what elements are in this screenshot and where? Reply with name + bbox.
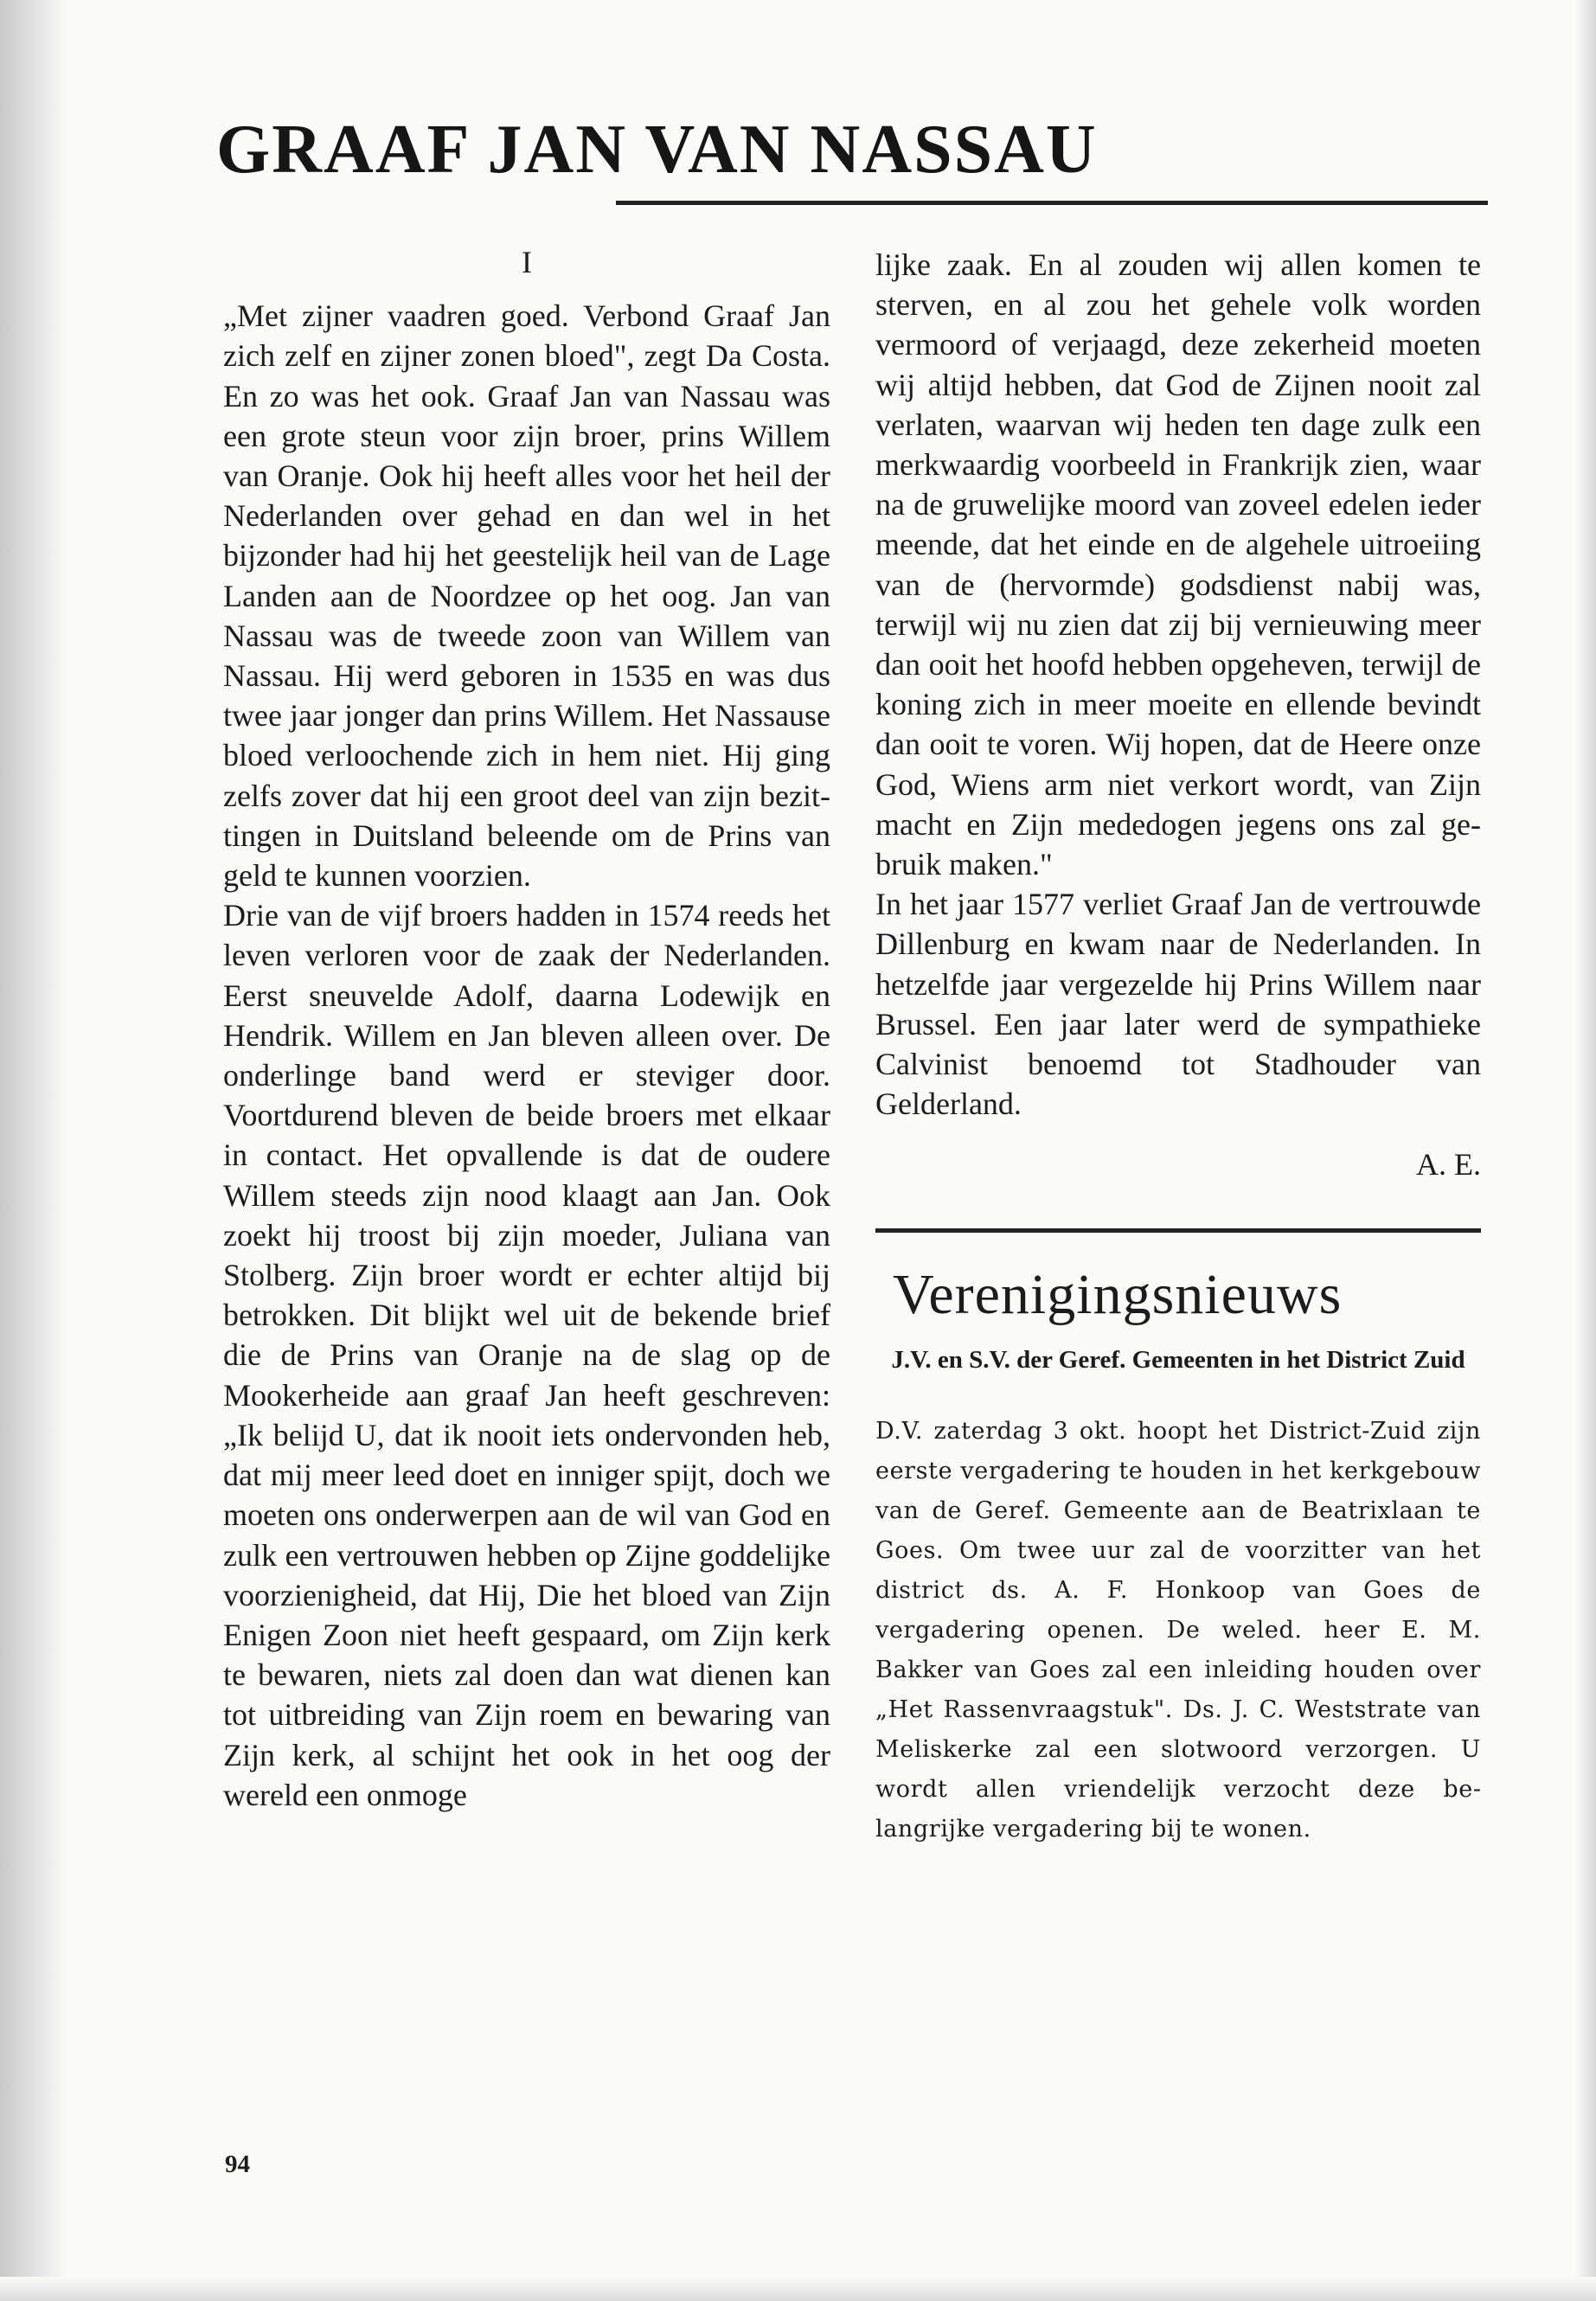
page-edge-shadow-left (0, 0, 67, 2301)
news-subheading: J.V. en S.V. der Geref. Gemeenten in het District Zuid (891, 1345, 1465, 1374)
article-signature: A. E. (1416, 1147, 1481, 1183)
right-column (875, 245, 1481, 1849)
section-number: I (522, 245, 532, 279)
page-number: 94 (225, 2150, 250, 2178)
article-paragraph-2-start (223, 895, 830, 1815)
article-paragraph-1: „Met zijner vaadren goed. Verbond Graaf Jan zich zelf en zijner zonen bloed", zegt Da Costa. En zo was het ook. Graaf Jan van Nassau was een grote steun voor zijn broer, prins Willem van Oranje. Ook hij heeft alles voor het heil der Nederlanden over gehad en dan wel in het bijzonder had hij het geestelijk heil van de Lage Landen aan de Noordzee op het oog. Jan van Nassau was de tweede zoon van Willem van Nassau. Hij werd geboren in 1535 en was dus twee jaar jonger dan prins Willem. Het Nassause bloed verloochende zich in hem niet. Hij ging zelfs zover dat hij een groot deel van zijn bezittingen in Duitsland beleende om de Prins van geld te kunnen voorzien. (223, 298, 830, 894)
section-rule (875, 1228, 1481, 1233)
article-title: GRAAF JAN VAN NASSAU (216, 112, 1098, 188)
article-paragraph-2-continued (875, 245, 1481, 884)
page-edge-shadow-right (1575, 0, 1596, 2301)
news-body: D.V. zaterdag 3 okt. hoopt het District-Zuid zijn eerste vergadering te houden in het kerkgebouw van de Geref. Gemeente aan de Beatrixlaan te Goes. Om twee uur zal de voorzitter van het district ds. A. F. Honkoop van Goes de vergadering openen. De weled. heer E. M. Bakker van Goes zal een inleiding houden over „Het Rassenvraagstuk". Ds. J. C. Weststrate van Meliskerke zal een slotwoord verzorgen. U wordt allen vriendelijk verzocht deze belangrijke vergadering bij te wonen. (875, 1417, 1481, 1843)
left-column (223, 242, 830, 1815)
news-heading: Verenigingsnieuws (893, 1262, 1343, 1326)
page-edge-shadow-bottom (0, 2277, 1596, 2301)
article-paragraph-3: In het jaar 1577 verliet Graaf Jan de vertrouwde Dillenburg en kwam naar de Nederlanden. In hetzelfde jaar vergezelde hij Prins Willem naar Brussel. Een jaar later werd de sympathieke Calvinist benoemd tot Stadhouder van Gelderland. (875, 887, 1481, 1122)
article-paragraph-2-part-1: Drie van de vijf broers hadden in 1574 reeds het leven verloren voor de zaak der Nederlanden. Eerst sneuvelde Adolf, daarna Lodewijk en Hendrik. Willem en Jan bleven alleen over. De onderlinge band werd er steviger door. Voortdurend bleven de beide broers met elkaar in contact. Het opvallende is dat de oudere Willem steeds zijn nood klaagt aan Jan. Ook zoekt hij troost bij zijn moeder, Juliana van Stolberg. Zijn broer wordt er echter altijd bij betrokken. Dit blijkt wel uit de bekende brief die de Prins van Oranje na de slag op de Mookerheide aan graaf Jan heeft geschreven: „Ik belijd U, dat ik nooit iets ondervonden heb, dat mij meer leed doet en inniger spijt, doch we moeten ons onderwerpen aan de wil van God en zulk een vertrouwen hebben op Zijne goddelijke voorzienigheid, dat Hij, Die het bloed van Zijn Enigen Zoon niet heeft gespaard, om Zijn kerk te bewaren, niets zal doen dan wat dienen kan tot uitbreiding van Zijn roem en bewaring van Zijn kerk, al schijnt het ook in het oog der wereld een onmoge (223, 898, 830, 1812)
article-paragraph-2-part-2: lijke zaak. En al zouden wij allen komen te sterven, en al zou het gehele volk worden vermoord of verjaagd, deze zekerheid moeten wij altijd hebben, dat God de Zijnen nooit zal verlaten, waarvan wij heden ten dage zulk een merkwaardig voorbeeld in Frankrijk zien, waar na de gruwelijke moord van zoveel edelen ieder meende, dat het einde en de algehele uitroeiing van de (hervormde) godsdienst nabij was, terwijl wij nu zien dat zij bij vernieuwing meer dan ooit het hoofd hebben opgeheven, terwijl de koning zich in meer moeite en ellende bevindt dan ooit te voren. Wij hopen, dat de Heere onze God, Wiens arm niet verkort wordt, van Zijn macht en Zijn mededogen jegens ons zal gebruik maken." (875, 247, 1481, 882)
title-rule (616, 201, 1488, 205)
